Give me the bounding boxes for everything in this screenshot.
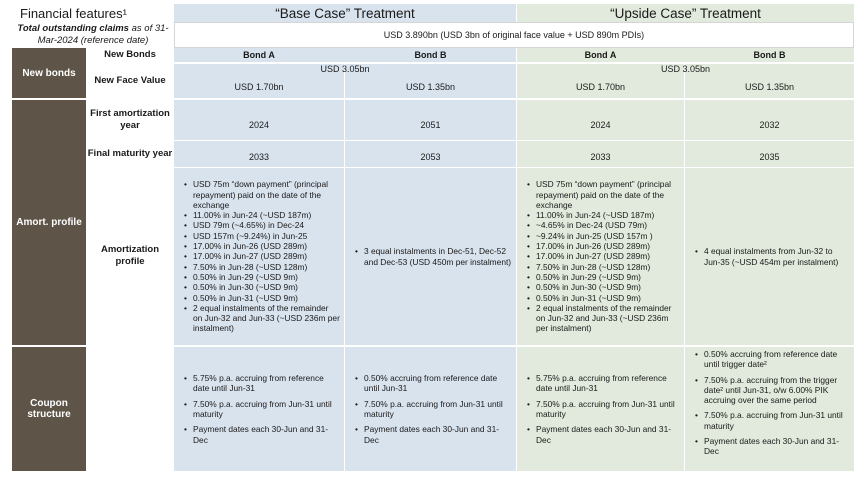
bullet-item: • USD 75m “down payment” (principal repayment) paid on the date of the exchange (527, 179, 680, 210)
bullet-item: • 0.50% in Jun-29 (~USD 9m) (527, 272, 680, 282)
bullet-item: • 5.75% p.a. accruing from reference date until Jun-31 (184, 373, 340, 394)
bullet-item: • 0.50% in Jun-30 (~USD 9m) (184, 282, 340, 292)
bullet-item: • 0.50% in Jun-31 (~USD 9m) (184, 293, 340, 303)
base-bond-b-first-amortization: 2051 (420, 120, 441, 130)
base-bond-a-header: Bond A (243, 50, 275, 60)
upside-bond-a-coupon-cell (517, 347, 684, 471)
bullet-item: • 0.50% accruing from reference date until trigger date² (695, 349, 850, 370)
bullet-item: • Payment dates each 30-Jun and 31-Dec (184, 424, 340, 445)
bullet-item: • 17.00% in Jun-27 (USD 289m) (527, 251, 680, 261)
row-label-new-face-value: New Face Value (94, 75, 166, 86)
base-bond-a-final-maturity: 2033 (248, 151, 270, 162)
upside-case-header: “Upside Case” Treatment (516, 4, 854, 22)
separator (86, 140, 854, 141)
base-bond-a-first-amortization: 2024 (248, 120, 270, 130)
bullet-item: • 7.50% p.a. accruing from Jun-31 until maturity (355, 399, 512, 420)
bullet-item: • USD 75m “down payment” (principal repayment) paid on the date of the exchange (184, 179, 340, 210)
total-claims-label (12, 22, 174, 48)
row-label-final-maturity-year: Final maturity year (87, 147, 173, 159)
row-label-new-bonds: New Bonds (104, 49, 156, 60)
base-bond-b-amortization-list (345, 246, 512, 267)
upside-bond-b-final-maturity: 2035 (759, 151, 780, 162)
section-new-bonds: New bonds (12, 48, 86, 98)
separator (86, 98, 854, 100)
upside-bond-a-header: Bond A (584, 50, 617, 60)
bullet-item: • 0.50% in Jun-31 (~USD 9m) (527, 293, 680, 303)
base-bond-b-header: Bond B (414, 50, 447, 60)
base-bond-a-coupon-cell (174, 347, 344, 471)
base-bond-b-final-maturity: 2053 (420, 151, 441, 162)
total-claims-value: USD 3.890bn (USD 3bn of original face value + USD 890m PDIs) (174, 22, 854, 48)
bullet-item: • 7.50% p.a. accruing from Jun-31 until maturity (184, 399, 340, 420)
base-case-header: “Base Case” Treatment (174, 4, 516, 22)
bullet-item: • Payment dates each 30-Jun and 31-Dec (695, 436, 850, 457)
bullet-item: • 7.50% in Jun-28 (~USD 128m) (184, 262, 340, 272)
bullet-item: • ~9.24% in Jun-25 (USD 157m ) (527, 231, 680, 241)
bullet-item: • Payment dates each 30-Jun and 31-Dec (527, 424, 680, 445)
features-header: Financial features¹ (20, 5, 127, 21)
bullet-item: • USD 157m (~9.24%) in Jun-25 (184, 231, 340, 241)
upside-bond-b-header: Bond B (753, 50, 786, 60)
bullet-item: • USD 79m (~4.65%) in Dec-24 (184, 220, 340, 230)
upside-bond-b-coupon-list (685, 349, 850, 457)
bullet-item: • 11.00% in Jun-24 (~USD 187m) (527, 210, 680, 220)
bullet-item: • 2 equal instalments of the remainder on Jun-32 and Jun-33 (~USD 236m per instalment) (184, 303, 340, 334)
bullet-item: • 2 equal instalments of the remainder on Jun-32 and Jun-33 (~USD 236m per instalment) (527, 303, 680, 334)
section-coupon-structure: Coupon structure (12, 347, 86, 471)
bullet-item: • 7.50% p.a. accruing from the trigger date² until Jun-31, o/w 6.00% PIK accruing over the same period (695, 375, 850, 406)
upside-bond-a-face-value: USD 1.70bn (575, 82, 626, 92)
upside-bond-a-first-amortization: 2024 (590, 120, 611, 130)
upside-bond-a-final-maturity: 2033 (590, 151, 611, 162)
bullet-item: • 7.50% p.a. accruing from Jun-31 until maturity (527, 399, 680, 420)
upside-bond-a-amortization-cell (517, 168, 684, 345)
bullet-item: • 0.50% in Jun-29 (~USD 9m) (184, 272, 340, 282)
upside-bond-a-amortization-list (517, 179, 680, 333)
bullet-item: • Payment dates each 30-Jun and 31-Dec (355, 424, 512, 445)
bullet-item: • 5.75% p.a. accruing from reference date until Jun-31 (527, 373, 680, 394)
bullet-item: • 7.50% in Jun-28 (~USD 128m) (527, 262, 680, 272)
base-bond-a-coupon-list (174, 373, 340, 445)
bullet-item: • 11.00% in Jun-24 (~USD 187m) (184, 210, 340, 220)
upside-bond-a-coupon-list (517, 373, 680, 445)
upside-bond-b-amortization-list (685, 246, 850, 267)
bullet-item: • 17.00% in Jun-27 (USD 289m) (184, 251, 340, 261)
upside-total-face-value: USD 3.05bn (660, 64, 711, 74)
bullet-item: • 4 equal instalments from Jun-32 to Jun-35 (~USD 454m per instalment) (695, 246, 850, 267)
row-label-first-amortization-year: First amortization year (90, 108, 170, 131)
bullet-item: • ~4.65% in Dec-24 (USD 79m) (527, 220, 680, 230)
base-bond-a-amortization-list (174, 179, 340, 333)
upside-bond-b-coupon-cell (685, 347, 854, 471)
base-total-face-value: USD 3.05bn (320, 64, 370, 74)
upside-bond-b-face-value: USD 1.35bn (744, 82, 795, 92)
bullet-item: • 3 equal instalments in Dec-51, Dec-52 and Dec-53 (USD 450m per instalment) (355, 246, 512, 267)
base-bond-a-amortization-cell (174, 168, 344, 345)
upside-bond-b-amortization-cell (685, 168, 854, 345)
section-amort-profile: Amort. profile (12, 100, 86, 345)
bullet-item: • 17.00% in Jun-26 (USD 289m) (184, 241, 340, 251)
bullet-item: • 0.50% accruing from reference date until Jun-31 (355, 373, 512, 394)
base-bond-b-coupon-cell (345, 347, 516, 471)
total-claims-label-rest: as of 31-Mar-2024 (reference date) (37, 23, 169, 46)
total-claims-label-bold: Total outstanding claims (17, 23, 129, 34)
base-bond-b-coupon-list (345, 373, 512, 445)
upside-bond-b-first-amortization: 2032 (759, 120, 780, 130)
base-bond-b-amortization-cell (345, 168, 516, 345)
base-bond-a-face-value: USD 1.70bn (234, 82, 284, 92)
bullet-item: • 17.00% in Jun-26 (USD 289m) (527, 241, 680, 251)
row-label-amortization-profile: Amortization profile (100, 244, 160, 267)
bullet-item: • 0.50% in Jun-30 (~USD 9m) (527, 282, 680, 292)
bullet-item: • 7.50% p.a. accruing from Jun-31 until maturity (695, 410, 850, 431)
base-bond-b-face-value: USD 1.35bn (405, 82, 456, 92)
